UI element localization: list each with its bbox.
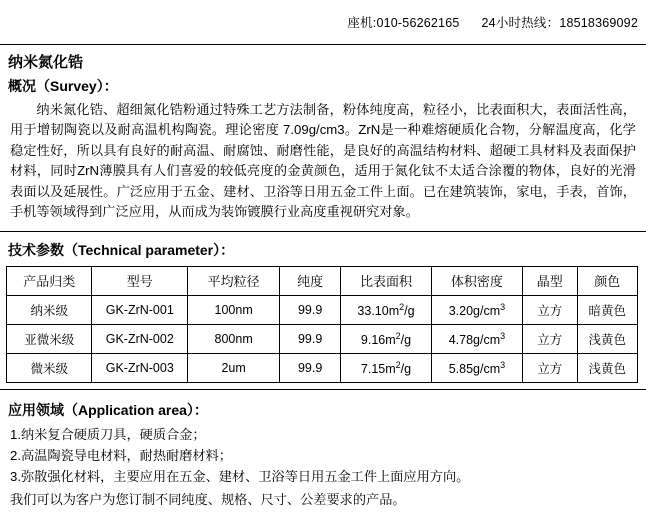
cell-particle-size: 100nm [188, 295, 280, 324]
col-crystal-form: 晶型 [522, 266, 577, 295]
cell-purity: 99.9 [280, 295, 341, 324]
cell-bulk-density: $5.85g/cm^3$ [431, 353, 522, 382]
col-bulk-density: 体积密度 [431, 266, 522, 295]
application-title: 应用领域（Application area）： [8, 401, 208, 418]
cell-specific-surface-area: $9.16m^2/g$ [341, 324, 432, 353]
cell-category: 微米级 [7, 353, 92, 382]
col-particle-size: 平均粒径 [188, 266, 280, 295]
table-row [7, 353, 638, 382]
cell-specific-surface-area: $33.10m^2/g$ [341, 295, 432, 324]
table-row [7, 324, 638, 353]
technical-parameters-table [6, 266, 638, 383]
page-title: 纳米氮化锆 [8, 54, 84, 71]
col-purity: 纯度 [280, 266, 341, 295]
cell-crystal-form: 立方 [522, 324, 577, 353]
col-model: 型号 [92, 266, 188, 295]
cell-color: 浅黄色 [577, 353, 637, 382]
cell-color: 浅黄色 [577, 324, 637, 353]
cell-purity: 99.9 [280, 324, 341, 353]
cell-purity: 99.9 [280, 353, 341, 382]
application-item-2: 2.高温陶瓷导电材料，耐热耐磨材料； [10, 447, 232, 463]
table-row [7, 295, 638, 324]
cell-bulk-density: $4.78g/cm^3$ [431, 324, 522, 353]
cell-category: 纳米级 [7, 295, 92, 324]
cell-model: GK-ZrN-001 [92, 295, 188, 324]
col-specific-surface-area: 比表面积 [341, 266, 432, 295]
col-category: 产品归类 [7, 266, 92, 295]
cell-specific-surface-area: $7.15m^2/g$ [341, 353, 432, 382]
cell-crystal-form: 立方 [522, 295, 577, 324]
cell-model: GK-ZrN-002 [92, 324, 188, 353]
custom-order-note: 我们可以为客户为您订制不同纯度、规格、尺寸、公差要求的产品。 [10, 492, 406, 508]
contact-strip [0, 0, 646, 44]
cell-bulk-density: $3.20g/cm^3$ [431, 295, 522, 324]
cell-category: 亚微米级 [7, 324, 92, 353]
survey-title: 概况（Survey）： [8, 78, 118, 94]
survey-text: 纳米氮化锆、超细氮化锆粉通过特殊工艺方法制备，粉体纯度高，粒径小，比表面积大，表面活性高，用于增韧陶瓷以及耐高温机构陶瓷。理论密度 7.09g/cm3。ZrN是一种难熔硬质化合物，分解温度高，化学稳定性好，所以具有良好的耐高温、耐腐蚀、耐磨性能，是良好的高温结构材料、超硬工具材料及表面保护材料，同时ZrN薄膜具有人们喜爱的较低亮度的金黄颜色，适用于氮化钛不太适合涂覆的物体，良好的光滑表面以及延展性。广泛应用于五金、建材、卫浴等日用五金工件上面。已在建筑装饰，家电，手表，首饰，手机等领域得到广泛应用，从而成为装饰镀膜行业高度重视研究对象。 [10, 102, 636, 220]
application-item-3: 3.弥散强化材料，主要应用在五金、建材、卫浴等日用五金工件上面应用方向。 [10, 468, 470, 484]
hotline-number: 24小时热线：18518369092 [481, 16, 638, 30]
cell-particle-size: 800nm [188, 324, 280, 353]
phone-number: 座机:010-56262165 [347, 16, 460, 30]
cell-particle-size: 2um [188, 353, 280, 382]
cell-model: GK-ZrN-003 [92, 353, 188, 382]
application-item-1: 1.纳米复合硬质刀具，硬质合金； [10, 426, 206, 442]
cell-crystal-form: 立方 [522, 353, 577, 382]
technical-title: 技术参数（Technical parameter）： [8, 241, 235, 258]
table-header-row [7, 266, 638, 295]
col-color: 颜色 [577, 266, 637, 295]
cell-color: 暗黄色 [577, 295, 637, 324]
